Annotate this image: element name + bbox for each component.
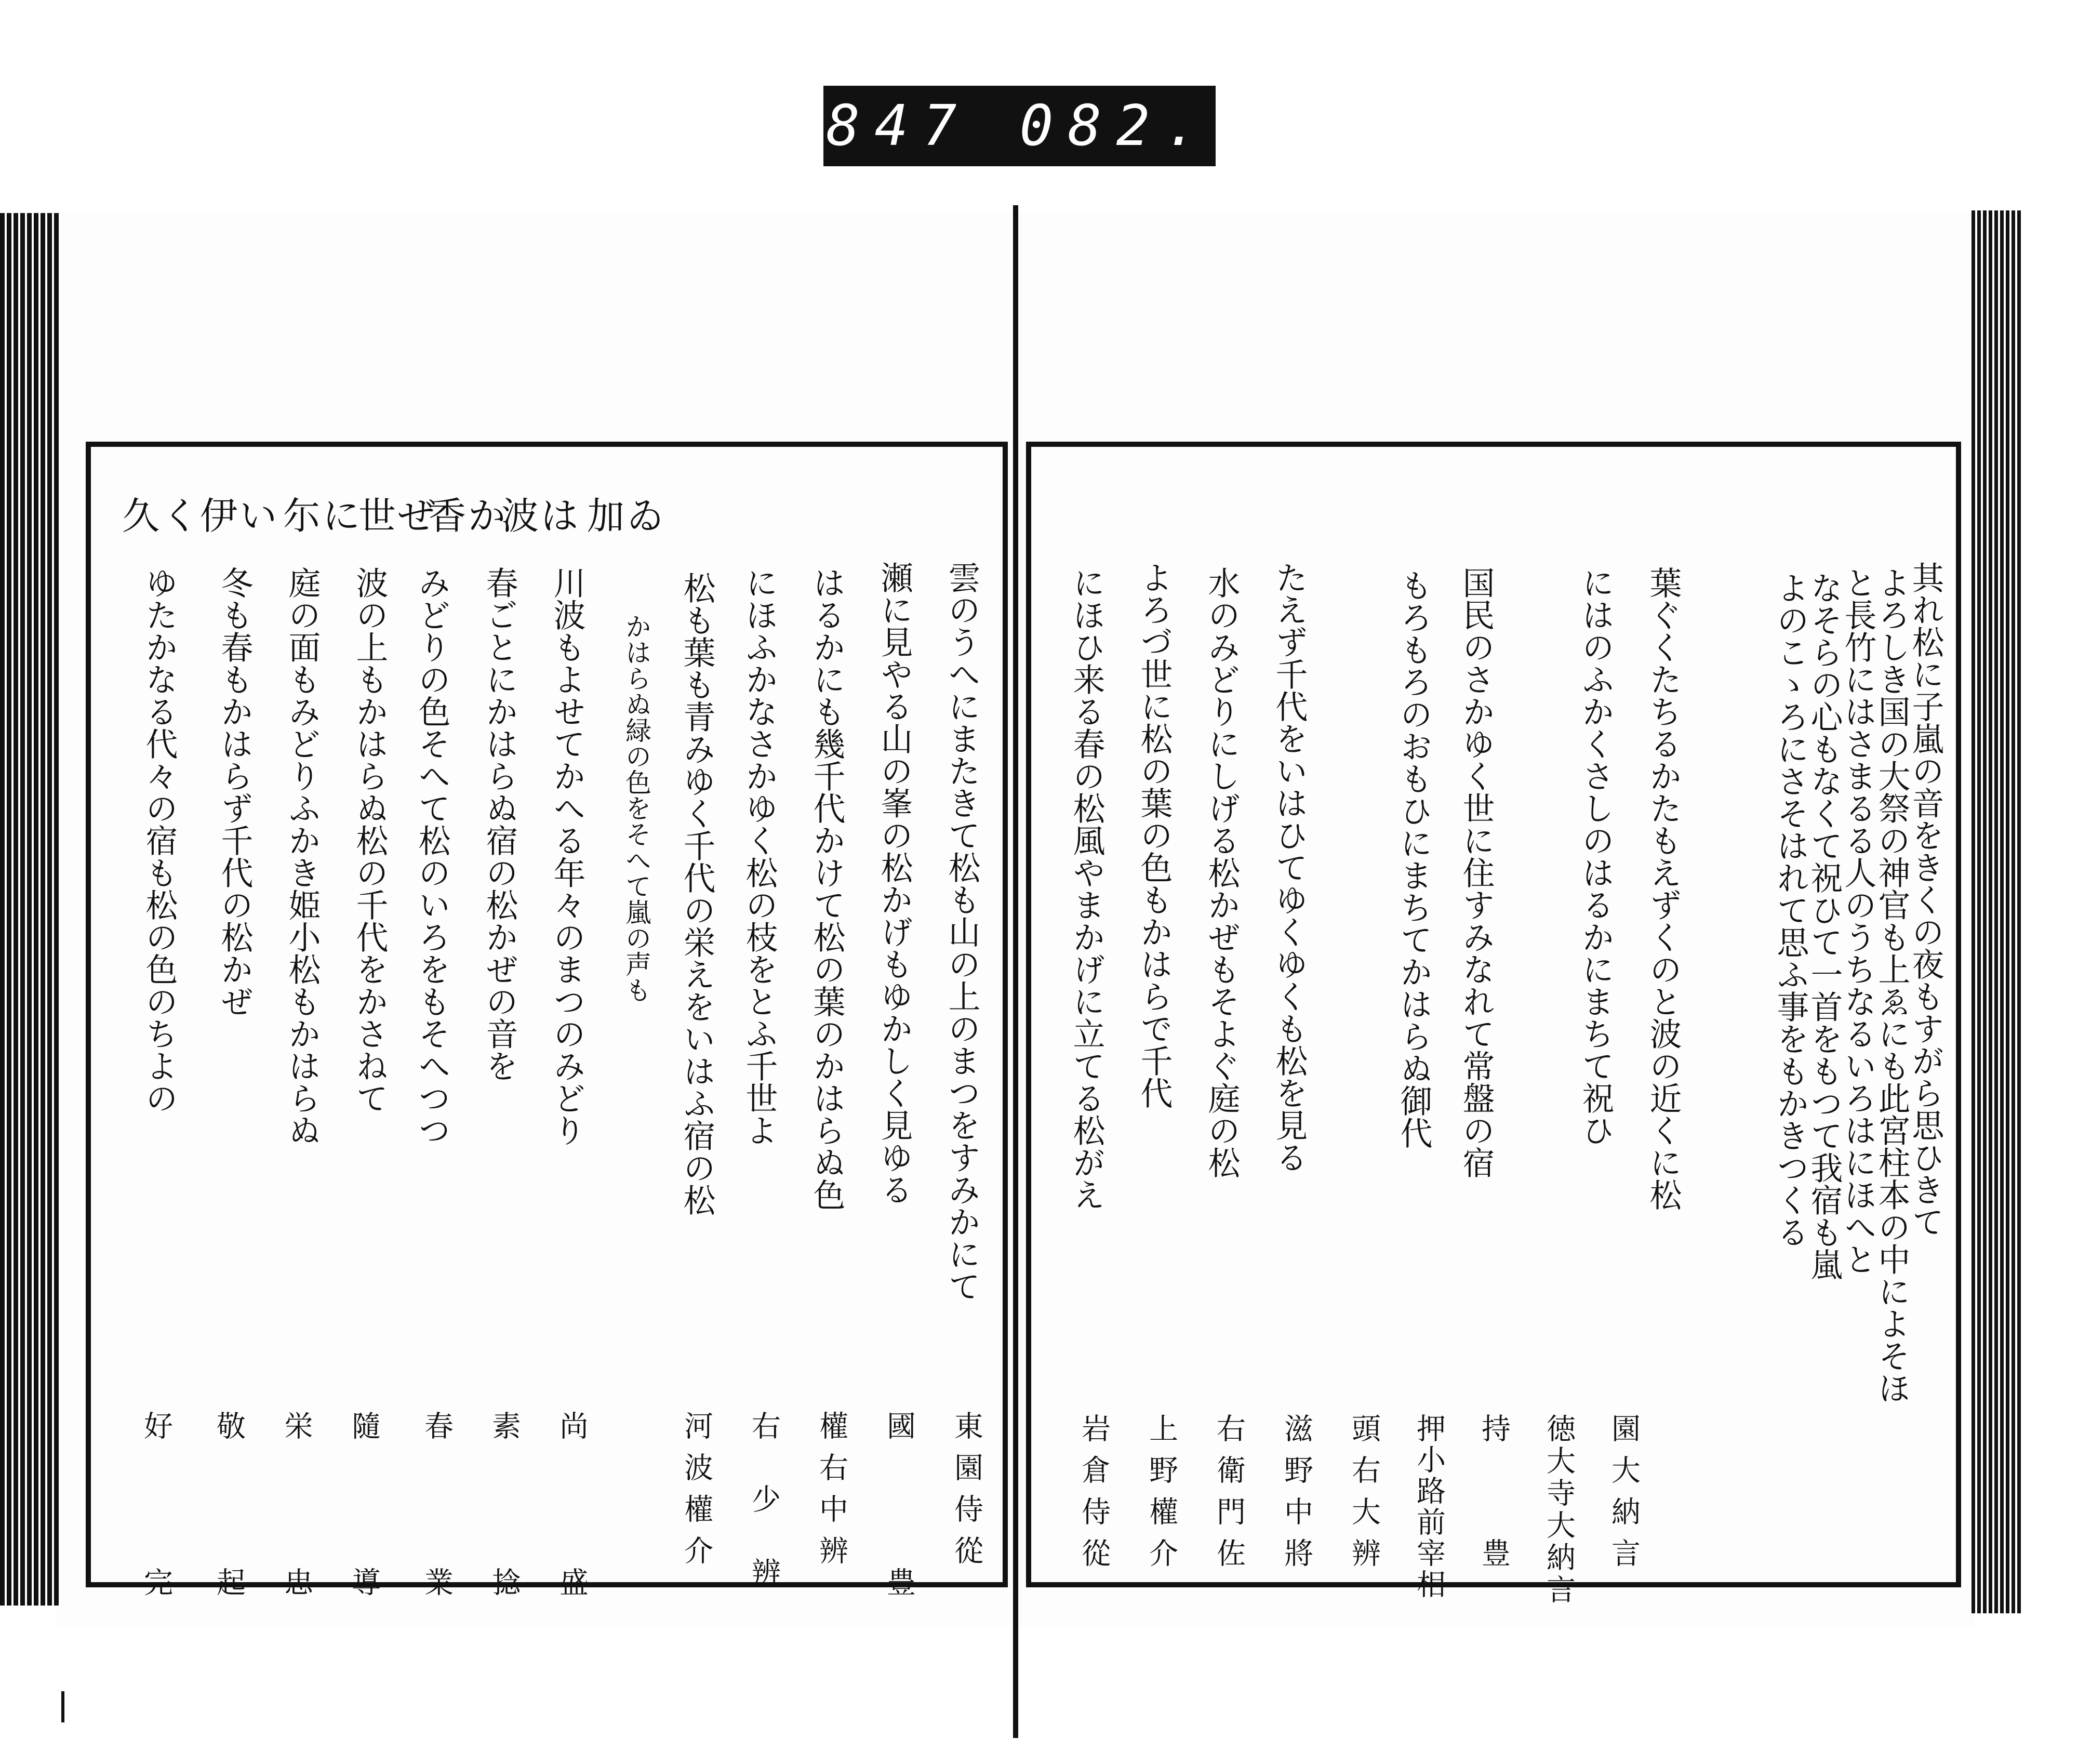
left-author-6: 尚 盛 <box>555 1411 589 1643</box>
left-author-4: 右 少 辨 <box>747 1411 781 1591</box>
left-poem-line-11: 庭の面もみどりふかき姫小松もかはらぬ <box>283 566 321 1146</box>
left-poem-line-3: はるかにも幾千代かけて松の葉のかはらぬ色 <box>808 566 846 1211</box>
left-author-3: 權右中辨 <box>815 1411 848 1577</box>
left-poem-line-7: 川波もよせてかへる年々のまつのみどり <box>548 566 586 1146</box>
left-author-1: 東園侍從 <box>950 1411 983 1577</box>
left-poem-line-12: 冬も春もかはらず千代の松かぜ <box>216 566 254 1017</box>
header-word-ku: 久く <box>122 494 202 538</box>
right-author-8: 上野權介 <box>1144 1413 1178 1580</box>
right-poem-line-5: よのこゝろにさそはれて思ふ事をもかきつくる <box>1771 572 1809 1248</box>
catalog-number: 847 082. <box>826 94 1213 158</box>
header-word-yo: 世ぜ <box>358 494 438 538</box>
right-author-1: 園大納言 <box>1607 1413 1641 1580</box>
left-author-9: 隨 導 <box>347 1411 381 1643</box>
right-author-suffix: 豊 <box>1477 1538 1511 1580</box>
right-author-6: 滋野中將 <box>1280 1413 1313 1580</box>
book-spine <box>1013 205 1018 1738</box>
right-poem-line-8: 国民のさかゆく世に住すみなれて常盤の宿 <box>1457 566 1495 1178</box>
header-word-i: 伊い <box>200 494 279 538</box>
header-word-ka: 香か <box>429 494 508 538</box>
right-author-5: 頭右大辨 <box>1347 1413 1381 1580</box>
right-page-edges <box>1972 210 2021 1613</box>
left-poem-line-1: 雲のうへにまたきて松も山の上のまつをすみかにて <box>943 561 981 1302</box>
right-poem-line-11: 水のみどりにしげる松かぜもそよぐ庭の松 <box>1203 566 1241 1178</box>
right-poem-line-9: もろもろのおもひにまちてかはらぬ御代 <box>1395 569 1433 1149</box>
right-author-3: 持 <box>1477 1413 1511 1455</box>
right-author-2: 徳大寺大納言 <box>1542 1413 1576 1607</box>
header-word-ni: 尓に <box>283 494 363 538</box>
right-author-4: 押小路前宰相 <box>1412 1413 1446 1600</box>
left-poem-line-13: ゆたかなる代々の宿も松の色のちよの <box>140 566 178 1114</box>
left-poem-line-5: 松も葉も青みゆく千代の栄えをいはふ宿の松 <box>678 572 716 1216</box>
right-poem-line-12: よろづ世に松の葉の色もかはらで千代 <box>1135 561 1173 1109</box>
right-poem-line-10: たえず千代をいはひてゆくゆくも松を見る <box>1270 561 1308 1173</box>
header-word-ha: 波は <box>501 494 581 538</box>
left-poem-line-10: 波の上もかはらぬ松の千代をかさねて <box>351 566 389 1114</box>
right-poem-line-7: にはのふかくさしのはるかにまちて祝ひ <box>1577 566 1615 1146</box>
left-author-11: 敬 起 <box>212 1411 246 1643</box>
left-poem-line-2: 瀬に見やる山の峯の松かげもゆかしく見ゆる <box>875 561 913 1205</box>
left-page-edges <box>0 213 60 1606</box>
right-author-9: 岩倉侍從 <box>1077 1413 1111 1580</box>
left-author-8: 春 業 <box>420 1411 454 1643</box>
left-author-5: 河波權介 <box>680 1411 713 1577</box>
catalog-label <box>823 86 1216 166</box>
header-word-kawa: 加ゐ <box>587 494 667 538</box>
left-poem-line-6: かはらぬ緑の色をそへて嵐の声も <box>621 613 651 1003</box>
right-poem-line-2: よろしき国の大祭の神官も上ゑにも此宮柱本の中によそほ <box>1873 566 1911 1404</box>
page-margin-mark <box>61 1691 64 1722</box>
right-poem-line-4: なそらの心もなくて祝ひて一首をもつて我宿も嵐 <box>1805 572 1843 1280</box>
right-poem-line-1: 其れ松に子嵐の音をきくの夜もすがら思ひきて <box>1907 561 1944 1238</box>
left-poem-line-9: みどりの色そへて松のいろをもそへつつ <box>413 566 451 1146</box>
left-author-10: 栄 忠 <box>279 1411 313 1643</box>
right-poem-line-6: 葉ぐくたちるかたもえずくのと波の近くに松 <box>1644 566 1682 1211</box>
left-author-2: 國 豊 <box>882 1411 916 1643</box>
left-author-12: 好 完 <box>139 1411 173 1643</box>
right-poem-line-3: と長竹にはさまるる人のうちなるいろはにほへと <box>1839 566 1877 1275</box>
right-poem-line-13: にほひ来る春の松風やまかげに立てる松がえ <box>1068 566 1105 1211</box>
left-poem-line-4: にほふかなさかゆく松の枝をとふ千世よ <box>740 566 778 1146</box>
left-author-7: 素 捻 <box>487 1411 521 1643</box>
left-poem-line-8: 春ごとにかはらぬ宿の松かぜの音を <box>481 566 518 1082</box>
right-author-7: 右衛門佐 <box>1212 1413 1246 1580</box>
